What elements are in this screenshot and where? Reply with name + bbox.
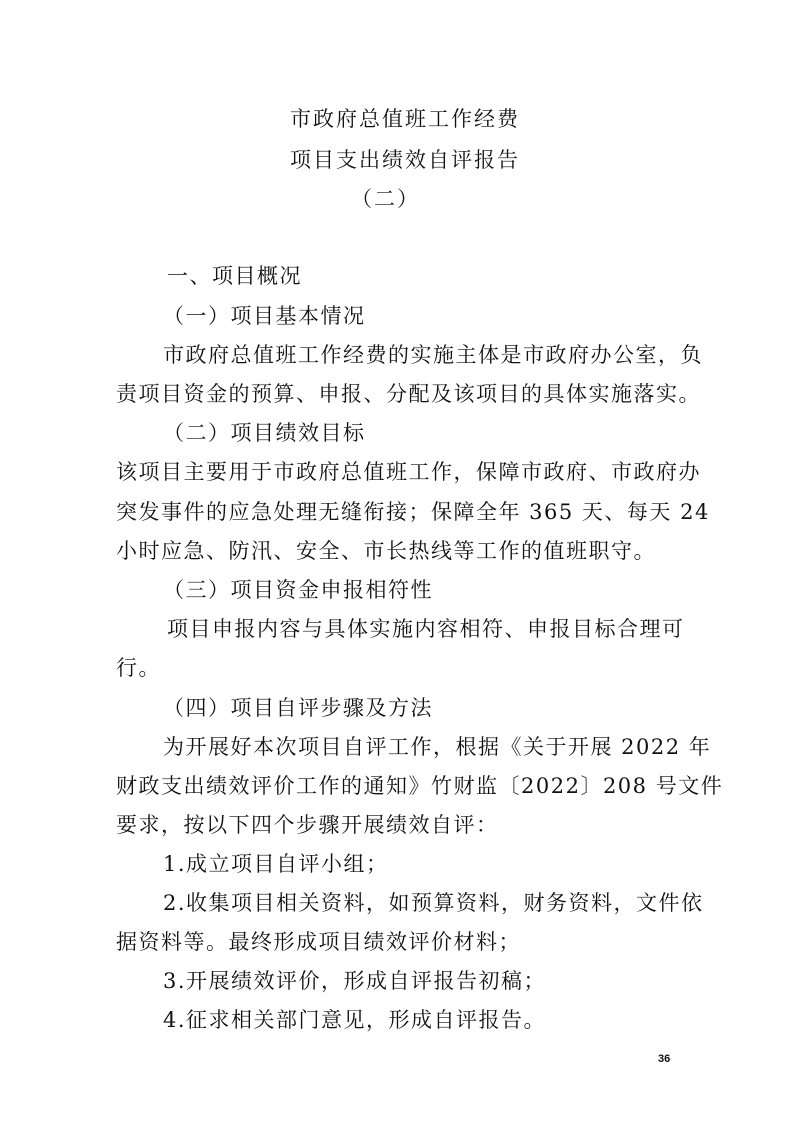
paragraph-line: 该项目主要用于市政府总值班工作，保障市政府、市政府办 [116,460,701,484]
subsection-heading-basic-info: （一）项目基本情况 [163,304,366,328]
step-item: 2.收集项目相关资料，如预算资料，财务资料，文件依 [163,891,704,915]
paragraph-line: 突发事件的应急处理无缝衔接；保障全年 365 天、每天 24 [116,500,710,524]
step-item: 3.开展绩效评价，形成自评报告初稿； [163,969,547,993]
paragraph-line: 市政府总值班工作经费的实施主体是市政府办公室，负 [163,343,703,367]
paragraph-line: 为开展好本次项目自评工作，根据《关于开展 2022 年 [163,735,712,759]
paragraph-line: 要求，按以下四个步骤开展绩效自评： [116,813,499,837]
paragraph-line: 责项目资金的预算、申报、分配及该项目的具体实施落实。 [116,382,701,406]
step-item: 据资料等。最终形成项目绩效评价材料； [116,930,521,954]
report-title-line3: （二） [351,187,420,211]
paragraph-line: 项目申报内容与具体实施内容相符、申报目标合理可 [167,617,685,641]
section-heading-overview: 一、项目概况 [167,264,302,288]
report-title-line1: 市政府总值班工作经费 [290,107,520,131]
paragraph-line: 行。 [116,656,161,680]
paragraph-line: 小时应急、防汛、安全、市长热线等工作的值班职守。 [116,539,656,563]
step-item: 4.征求相关部门意见，形成自评报告。 [163,1008,547,1032]
paragraph-line: 财政支出绩效评价工作的通知》竹财监〔2022〕208 号文件 [116,774,724,798]
subsection-heading-performance-goal: （二）项目绩效目标 [163,421,366,445]
page-number: 36 [658,1053,671,1065]
step-item: 1.成立项目自评小组； [163,852,389,876]
subsection-heading-steps-methods: （四）项目自评步骤及方法 [163,696,433,720]
subsection-heading-fund-conformity: （三）项目资金申报相符性 [163,578,433,602]
report-title-line2: 项目支出绩效自评报告 [290,148,520,172]
